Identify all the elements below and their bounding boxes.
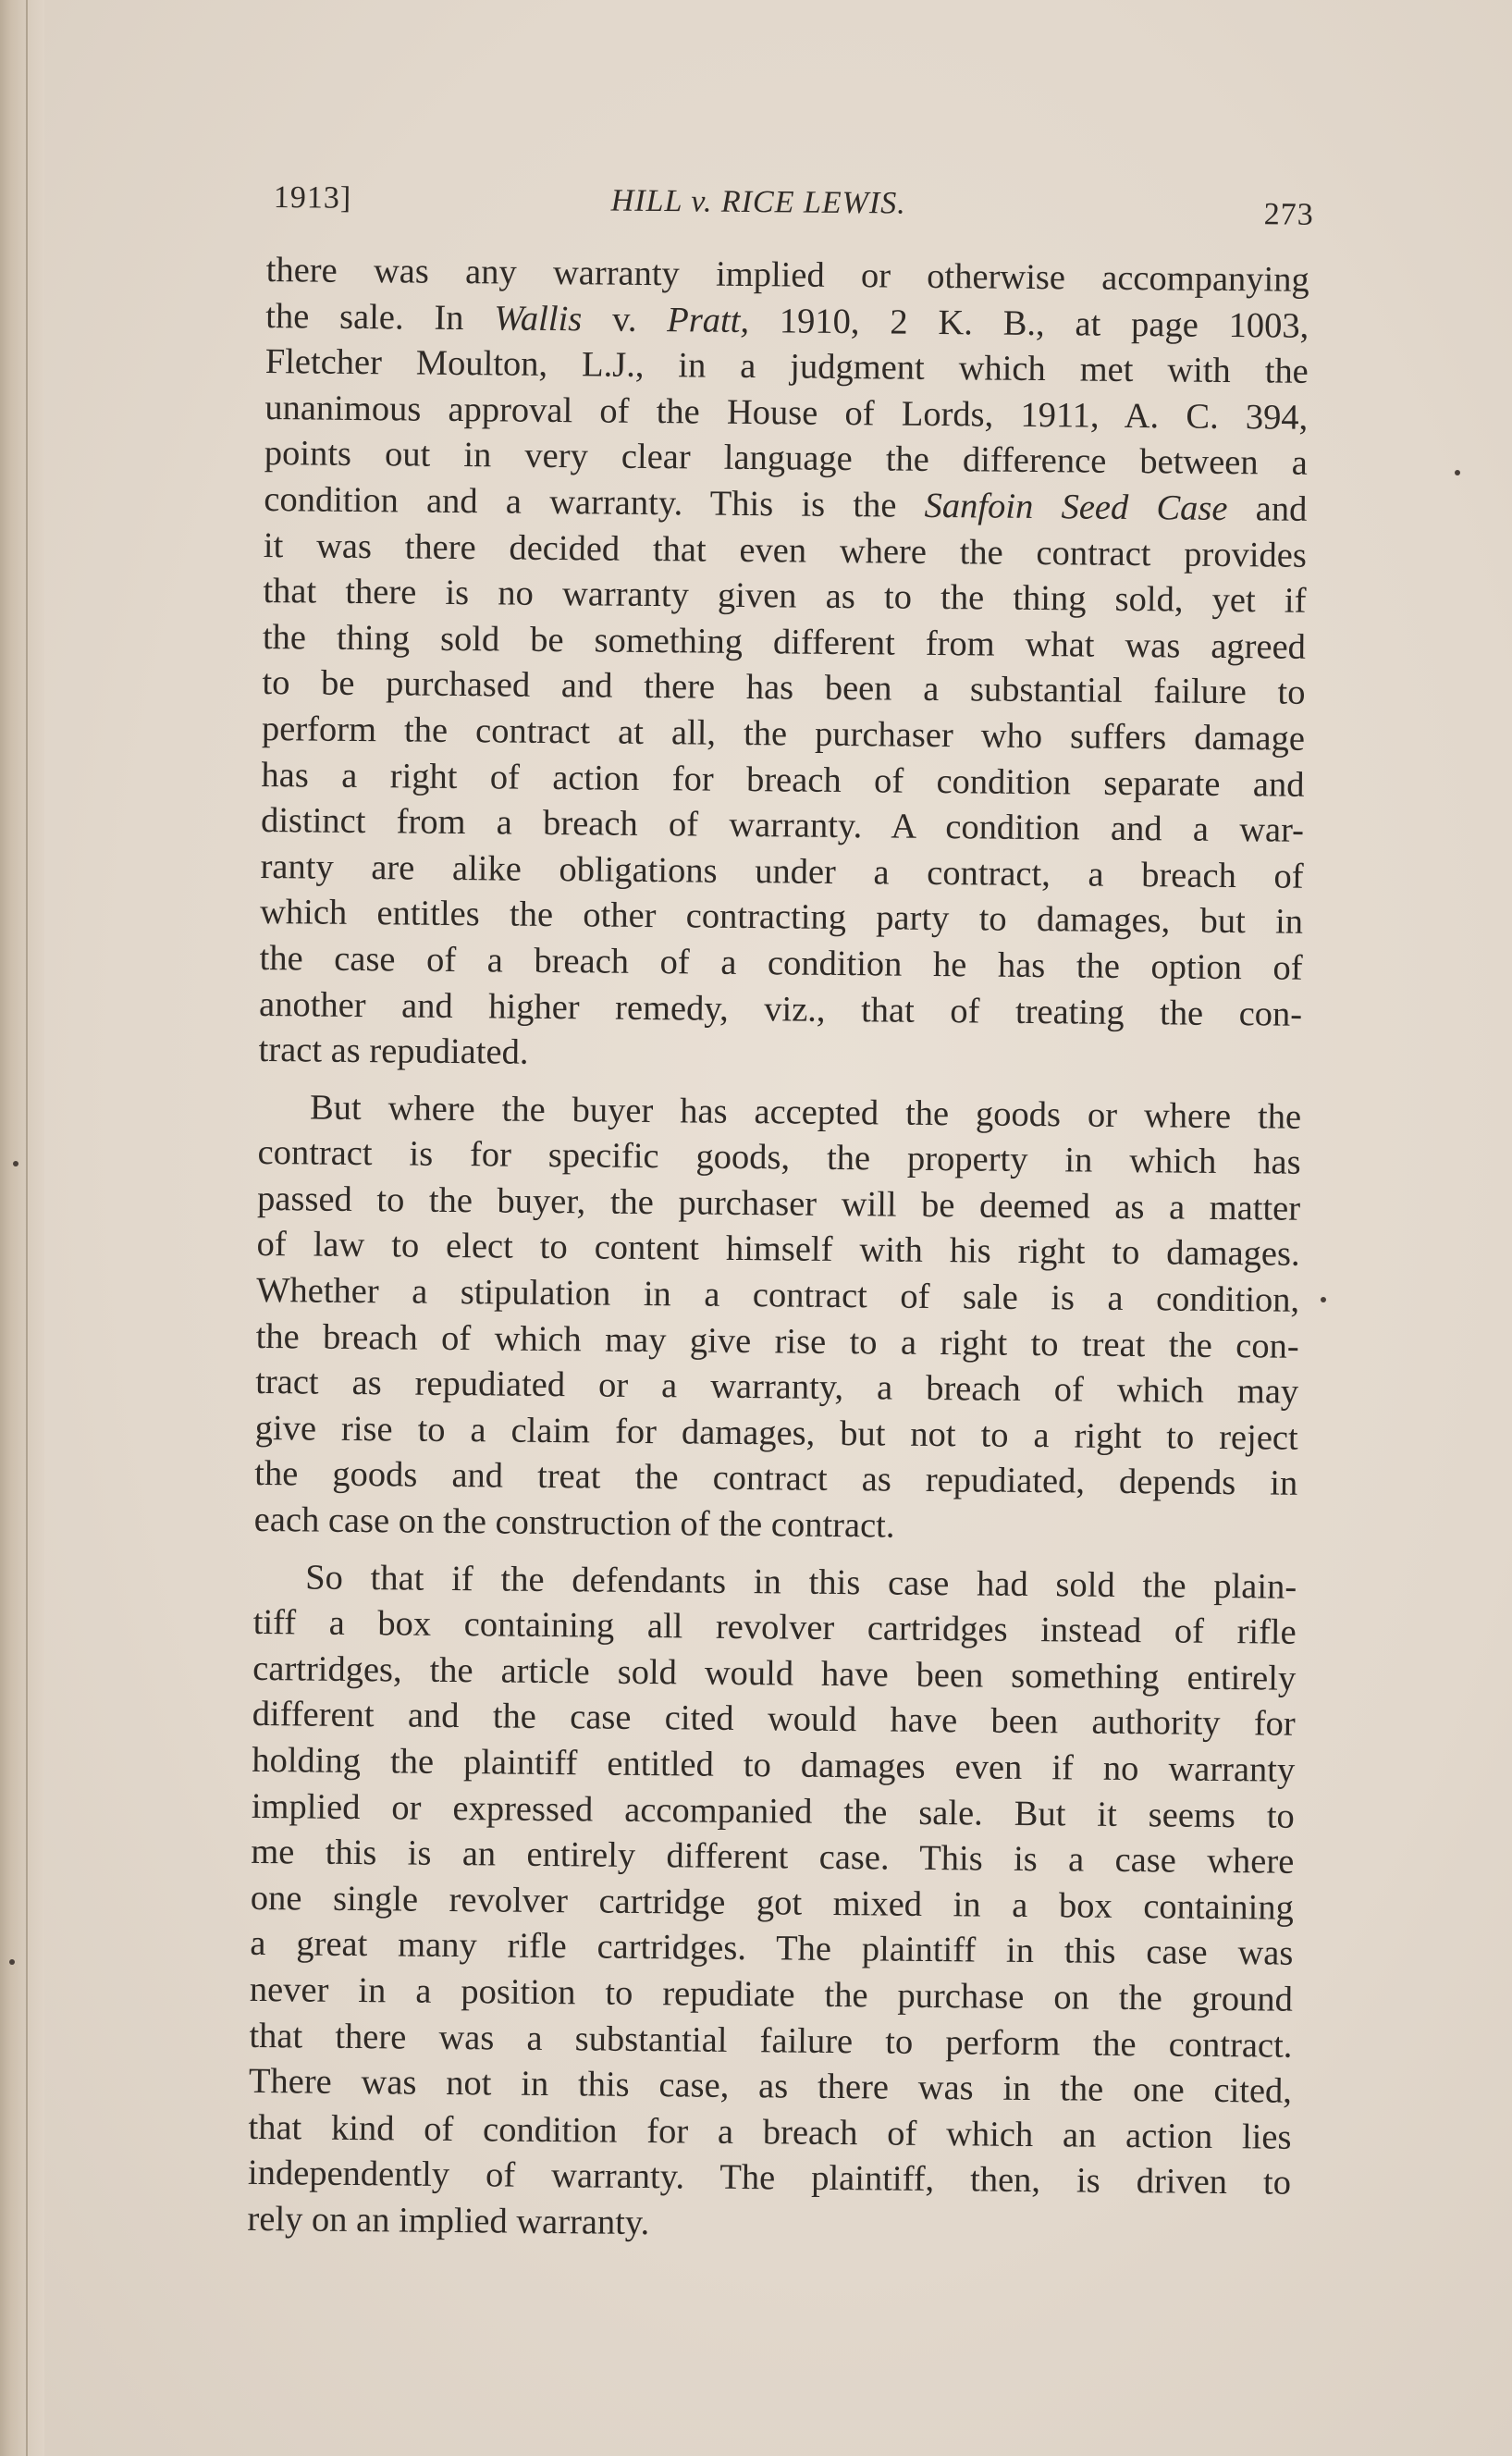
text-line: ranty are alike obligations under a contract, a breach of xyxy=(260,846,1304,896)
text-line: that there is no warranty given as to the thing sold, yet if xyxy=(263,572,1307,621)
ink-speck xyxy=(13,1161,18,1166)
text-line: cartridges, the article sold would have been something entirely xyxy=(252,1648,1297,1698)
text-line: There was not in this case, as there was in the one cited, xyxy=(248,2062,1293,2111)
text-line: distinct from a breach of warranty. A condition and a war- xyxy=(260,801,1305,850)
text-line: another and higher remedy, viz., that of treating the con- xyxy=(258,984,1303,1034)
text-line: unanimous approval of the House of Lords, 1911, A. C. 394, xyxy=(264,388,1309,438)
text-line: the sale. In Wallis v. Pratt, 1910, 2 K. B., at page 1003, xyxy=(265,296,1309,346)
text-line: that kind of condition for a breach of which an action lies xyxy=(248,2107,1292,2157)
text-line: So that if the defendants in this case had sold the plain- xyxy=(305,1558,1297,1607)
text-line: But where the buyer has accepted the goods or where the xyxy=(309,1088,1302,1137)
ink-speck xyxy=(1321,1297,1326,1302)
text-line: the goods and treat the contract as repudiated, depends in xyxy=(254,1454,1298,1504)
text-line: passed to the buyer, the purchaser will be deemed as a matter xyxy=(256,1179,1301,1228)
header-page-number: 273 xyxy=(1263,197,1314,232)
header-case-title: HILL v. RICE LEWIS. xyxy=(610,183,906,221)
text-line: which entitles the other contracting party to damages, but in xyxy=(259,893,1304,943)
page-binding-edge xyxy=(0,0,44,2456)
ink-speck xyxy=(1455,470,1460,475)
text-line: tract as repudiated or a warranty, a breach of which may xyxy=(255,1363,1299,1413)
text-line: holding the plaintiff entitled to damages even if no warranty xyxy=(252,1740,1296,1790)
text-line: rely on an implied warranty. xyxy=(247,2199,650,2243)
body-text xyxy=(247,248,1309,2252)
text-line: a great many rifle cartridges. The plaintiff in this case was xyxy=(250,1924,1294,1974)
text-line: one single revolver cartridge got mixed in a box containing xyxy=(250,1878,1295,1928)
text-line: independently of warranty. The plaintiff, then, is driven to xyxy=(247,2154,1292,2203)
text-line: points out in very clear language the difference between a xyxy=(264,434,1309,484)
running-header xyxy=(273,178,1314,243)
text-line: there was any warranty implied or otherwise accompanying xyxy=(265,250,1309,300)
text-line: to be purchased and there has been a substantial failure to xyxy=(262,663,1306,713)
text-line: that there was a substantial failure to perform the contract. xyxy=(249,2016,1293,2066)
text-line: Whether a stipulation in a contract of sale is a condition, xyxy=(255,1271,1300,1320)
text-line: it was there decided that even where the contract provides xyxy=(263,525,1308,575)
text-line: never in a position to repudiate the purchase on the ground xyxy=(249,1969,1294,2019)
text-line: of law to elect to content himself with his right to damages. xyxy=(256,1225,1300,1275)
header-year: 1913] xyxy=(273,179,352,216)
ink-speck xyxy=(9,1959,15,1965)
text-line: each case on the construction of the contract. xyxy=(253,1500,895,1546)
text-line: different and the case cited would have been authority for xyxy=(252,1695,1296,1745)
text-line: condition and a warranty. This is the Sanfoin Seed Case and xyxy=(264,479,1308,529)
text-line: perform the contract at all, the purchaser who suffers damage xyxy=(261,709,1306,759)
text-line: Fletcher Moulton, L.J., in a judgment which met with the xyxy=(264,342,1309,392)
text-line: the case of a breach of a condition he has the option of xyxy=(259,938,1303,988)
text-line: give rise to a claim for damages, but not to a right to reject xyxy=(254,1408,1298,1458)
text-line: tract as repudiated. xyxy=(258,1031,529,1072)
text-line: implied or expressed accompanied the sale. But it seems to xyxy=(251,1786,1295,1836)
text-line: the breach of which may give rise to a right to treat the con- xyxy=(255,1316,1299,1366)
text-line: me this is an entirely different case. This is a case where xyxy=(251,1833,1295,1882)
binding-fold-line xyxy=(26,0,28,2456)
text-line: contract is for specific goods, the property in which has xyxy=(257,1133,1301,1183)
text-line: tiff a box containing all revolver cartridges instead of rifle xyxy=(252,1603,1297,1652)
text-line: has a right of action for breach of condition separate and xyxy=(261,755,1305,805)
text-line: the thing sold be something different from what was agreed xyxy=(262,617,1307,667)
